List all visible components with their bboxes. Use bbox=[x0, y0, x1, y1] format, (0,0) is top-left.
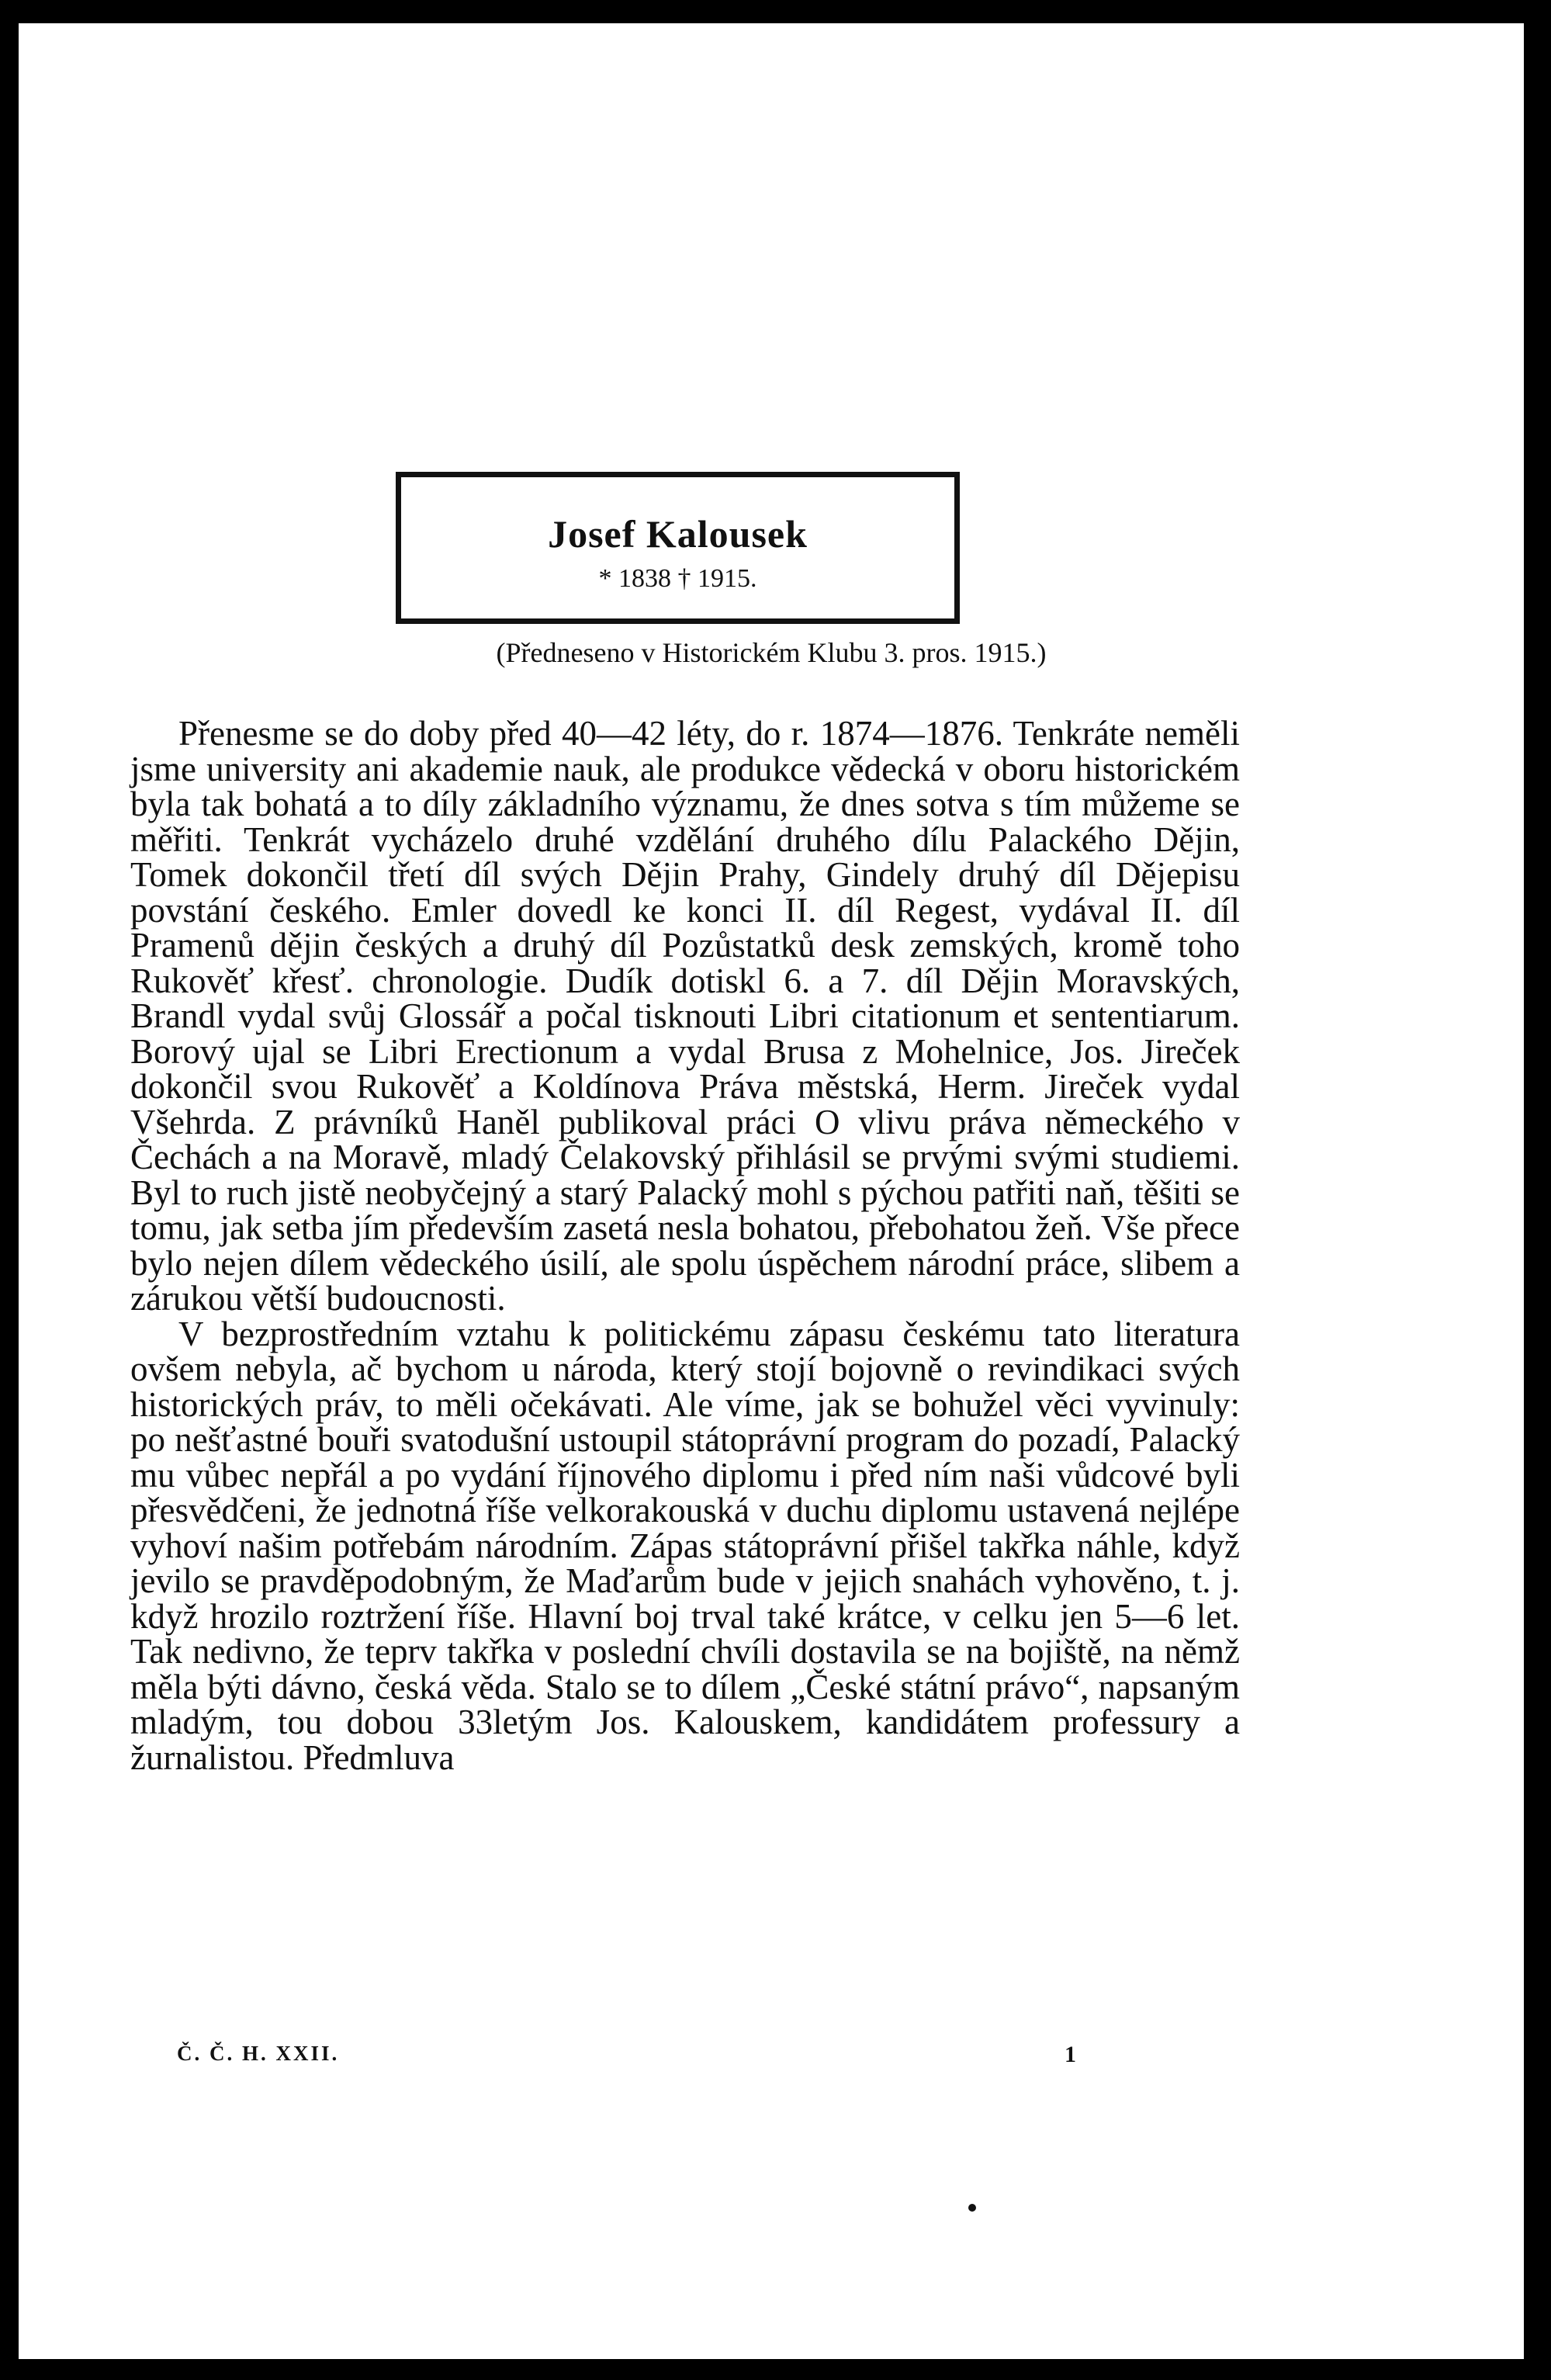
body-text bbox=[130, 716, 1240, 1775]
ink-speck bbox=[968, 2204, 976, 2212]
article-title: Josef Kalousek bbox=[548, 512, 808, 556]
paragraph-1: Přenesme se do doby před 40—42 léty, do r. 1874—1876. Tenkráte neměli jsme university ani akademie nauk, ale produkce vědecká v oboru historickém byla tak bohatá a to díly základního významu, že dnes sotva s tím můžeme se měřiti. Tenkrát vycházelo druhé vzdělání druhého dílu Palackého Dějin, Tomek dokončil třetí díl svých Dějin Prahy, Gindely druhý díl Dějepisu povstání českého. Emler dovedl ke konci II. díl Regest, vydával II. díl Pramenů dějin českých a druhý díl Pozůstatků desk zemských, kromě toho Rukověť křesť. chronologie. Dudík dotiskl 6. a 7. díl Dějin Moravských, Brandl vydal svůj Glossář a počal tisknouti Libri citationum et sententiarum. Borový ujal se Libri Erectionum a vydal Brusa z Mohelnice, Jos. Jireček dokončil svou Rukověť a Koldínova Práva městská, Herm. Jireček vydal Všehrda. Z právníků Haněl publikoval práci O vlivu práva německého v Čechách a na Moravě, mladý Čelakovský přihlásil se prvými svými studiemi. Byl to ruch jistě neobyčejný a starý Palacký mohl s pýchou patřiti naň, těšiti se tomu, jak setba jím především zasetá nesla bohatou, přebohatou žeň. Vše přece bylo nejen dílem vědeckého úsilí, ale spolu úspěchem národní práce, slibem a zárukou větší budoucnosti. bbox=[130, 714, 1240, 1318]
life-dates: * 1838 † 1915. bbox=[598, 564, 757, 593]
lecture-note: (Předneseno v Historickém Klubu 3. pros. 1915.) bbox=[496, 637, 1047, 668]
sheet-number: 1 bbox=[1065, 2042, 1076, 2067]
title-box bbox=[396, 472, 960, 624]
book-page bbox=[19, 23, 1524, 2359]
paragraph-2: V bezprostředním vztahu k politickému zápasu českému tato literatura ovšem nebyla, ač bychom u národa, který stojí bojovně o revindikaci svých historických práv, to měli očekávati. Ale víme, jak se bohužel věci vyvinuly: po nešťastné bouři svatodušní ustoupil státoprávní program do pozadí, Palacký mu vůbec nepřál a po vydání říjnového diplomu i před ním naši vůdcové byli přesvědčeni, že jednotná říše velkorakouská v duchu diplomu ustavená nejlépe vyhoví našim potřebám národním. Zápas státoprávní přišel takřka náhle, když jevilo se pravděpodobným, že Maďarům bude v jejich snahách vyhověno, t. j. když hrozilo roztržení říše. Hlavní boj trval také krátce, v celku jen 5—6 let. Tak nedivno, že teprv takřka v poslední chvíli dostavila se na bojiště, na němž měla býti dávno, česká věda. Stalo se to dílem „České státní právo“, napsaným mladým, tou dobou 33letým Jos. Kalouskem, kandidátem professury a žurnalistou. Předmluva bbox=[130, 1314, 1240, 1777]
printer-signature: Č. Č. H. XXII. bbox=[177, 2042, 340, 2065]
